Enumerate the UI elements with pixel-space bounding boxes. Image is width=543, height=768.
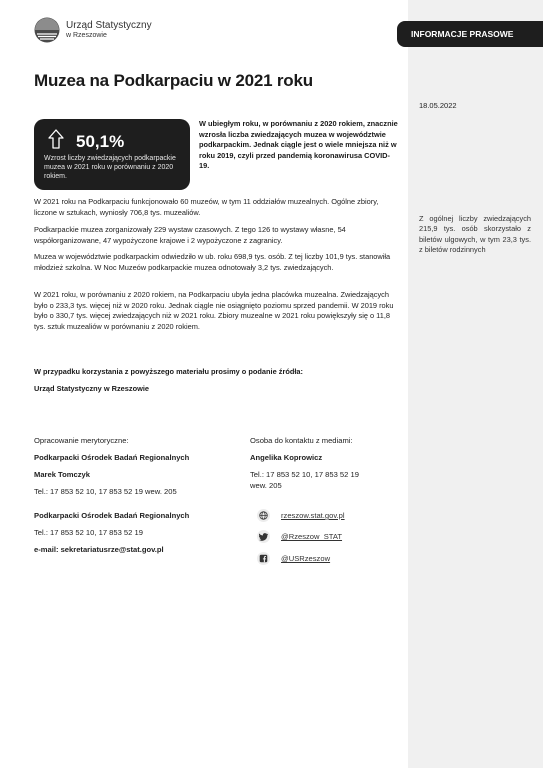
body-paragraph: W 2021 roku na Podkarpaciu funkcjonowało 60 muzeów, w tym 11 oddziałów muzealnych. Ogólne zbiory, liczone w sztukach, wyniosły 706,8 tys. muzealiów. <box>34 197 379 217</box>
media-contact-person: Angelika Koprowicz <box>250 453 323 462</box>
highlight-description: Wzrost liczby zwiedzających podkarpackie muzea w 2021 roku w porównaniu z 2020 rokiem. <box>44 155 176 181</box>
facebook-link-row <box>257 552 330 565</box>
logo-mark-icon <box>34 17 60 43</box>
media-contact-phone: Tel.: 17 853 52 10, 17 853 52 19 <box>250 470 359 479</box>
side-note: Z ogólnej liczby zwiedzających 215,9 tys. osób skorzystało z biletów ulgowych, w tym 23,3 tys. z biletów rodzinnych <box>419 214 531 255</box>
right-sidebar <box>408 0 543 768</box>
logo-subtitle: w Rzeszowie <box>66 31 107 39</box>
lead-paragraph: W ubiegłym roku, w porównaniu z 2020 rokiem, znacznie wzrosła liczba zwiedzających muzea w województwie podkarpackim. Jednak ciągle jest o wiele mniejsza niż w roku 2019, czyli przed pandemią koronawirusa COVID-19. <box>199 119 398 171</box>
body-paragraph: Podkarpackie muzea zorganizowały 229 wystaw czasowych. Z tego 126 to wystawy własne, 54 współorganizowane, 47 wypożyczone krajowe i 2 wypożyczone z zagranicy. <box>34 225 346 245</box>
website-link-row <box>257 509 345 522</box>
website-link[interactable]: rzeszow.stat.gov.pl <box>281 511 345 520</box>
citation-request: W przypadku korzystania z powyższego materiału prosimy o podanie źródła: <box>34 367 303 376</box>
contact-org: Podkarpacki Ośrodek Badań Regionalnych <box>34 453 190 462</box>
contact-heading-left: Opracowanie merytoryczne: <box>34 436 129 445</box>
body-paragraph: W 2021 roku, w porównaniu z 2020 rokiem, na Podkarpaciu ubyła jedna placówka muzealna. Zwiedzających było o 233,3 tys. więcej niż w 2020 roku. Jednak ciągle nie osiągnięto poziomu sprzed pandemii. W 2019 roku było o 330,7 tys. więcej zwiedzających niż w 2021 roku. Zbiory muzealne w 2021 roku powiększyły się o 11,8 tys. sztuk muzealiów w porównaniu z 2020 rokiem. <box>34 290 394 331</box>
twitter-link[interactable]: @Rzeszow_STAT <box>281 532 343 541</box>
contact-phone: Tel.: 17 853 52 10, 17 853 52 19 <box>34 528 143 537</box>
contact-email: e-mail: sekretariatusrze@stat.gov.pl <box>34 545 164 554</box>
logo-title: Urząd Statystyczny <box>66 20 152 32</box>
facebook-link[interactable]: @USRzeszow <box>281 554 331 563</box>
highlight-box <box>34 119 190 190</box>
contact-person: Marek Tomczyk <box>34 470 90 479</box>
page-title: Muzea na Podkarpaciu w 2021 roku <box>34 71 313 90</box>
highlight-value: 50,1% <box>76 132 125 151</box>
contact-heading-right: Osoba do kontaktu z mediami: <box>250 436 353 445</box>
media-contact-phone-ext: wew. 205 <box>250 481 282 490</box>
twitter-link-row <box>257 530 342 543</box>
press-release-badge: INFORMACJE PRASOWE <box>397 21 543 47</box>
globe-icon <box>257 509 270 522</box>
contact-org: Podkarpacki Ośrodek Badań Regionalnych <box>34 511 190 520</box>
arrow-up-icon <box>48 129 64 149</box>
facebook-icon <box>257 552 270 565</box>
contact-phone: Tel.: 17 853 52 10, 17 853 52 19 wew. 205 <box>34 487 177 496</box>
office-logo <box>34 17 152 43</box>
twitter-icon <box>257 530 270 543</box>
body-paragraph: Muzea w województwie podkarpackim odwiedziło w ub. roku 698,9 tys. osób. Z tej liczby 101,9 tys. stanowiła młodzież szkolna. W Noc Muzeów podkarpackie muzea odnotowały 3,2 tys. zwiedzających. <box>34 252 391 272</box>
release-date: 18.05.2022 <box>419 101 457 110</box>
citation-source: Urząd Statystyczny w Rzeszowie <box>34 384 150 393</box>
